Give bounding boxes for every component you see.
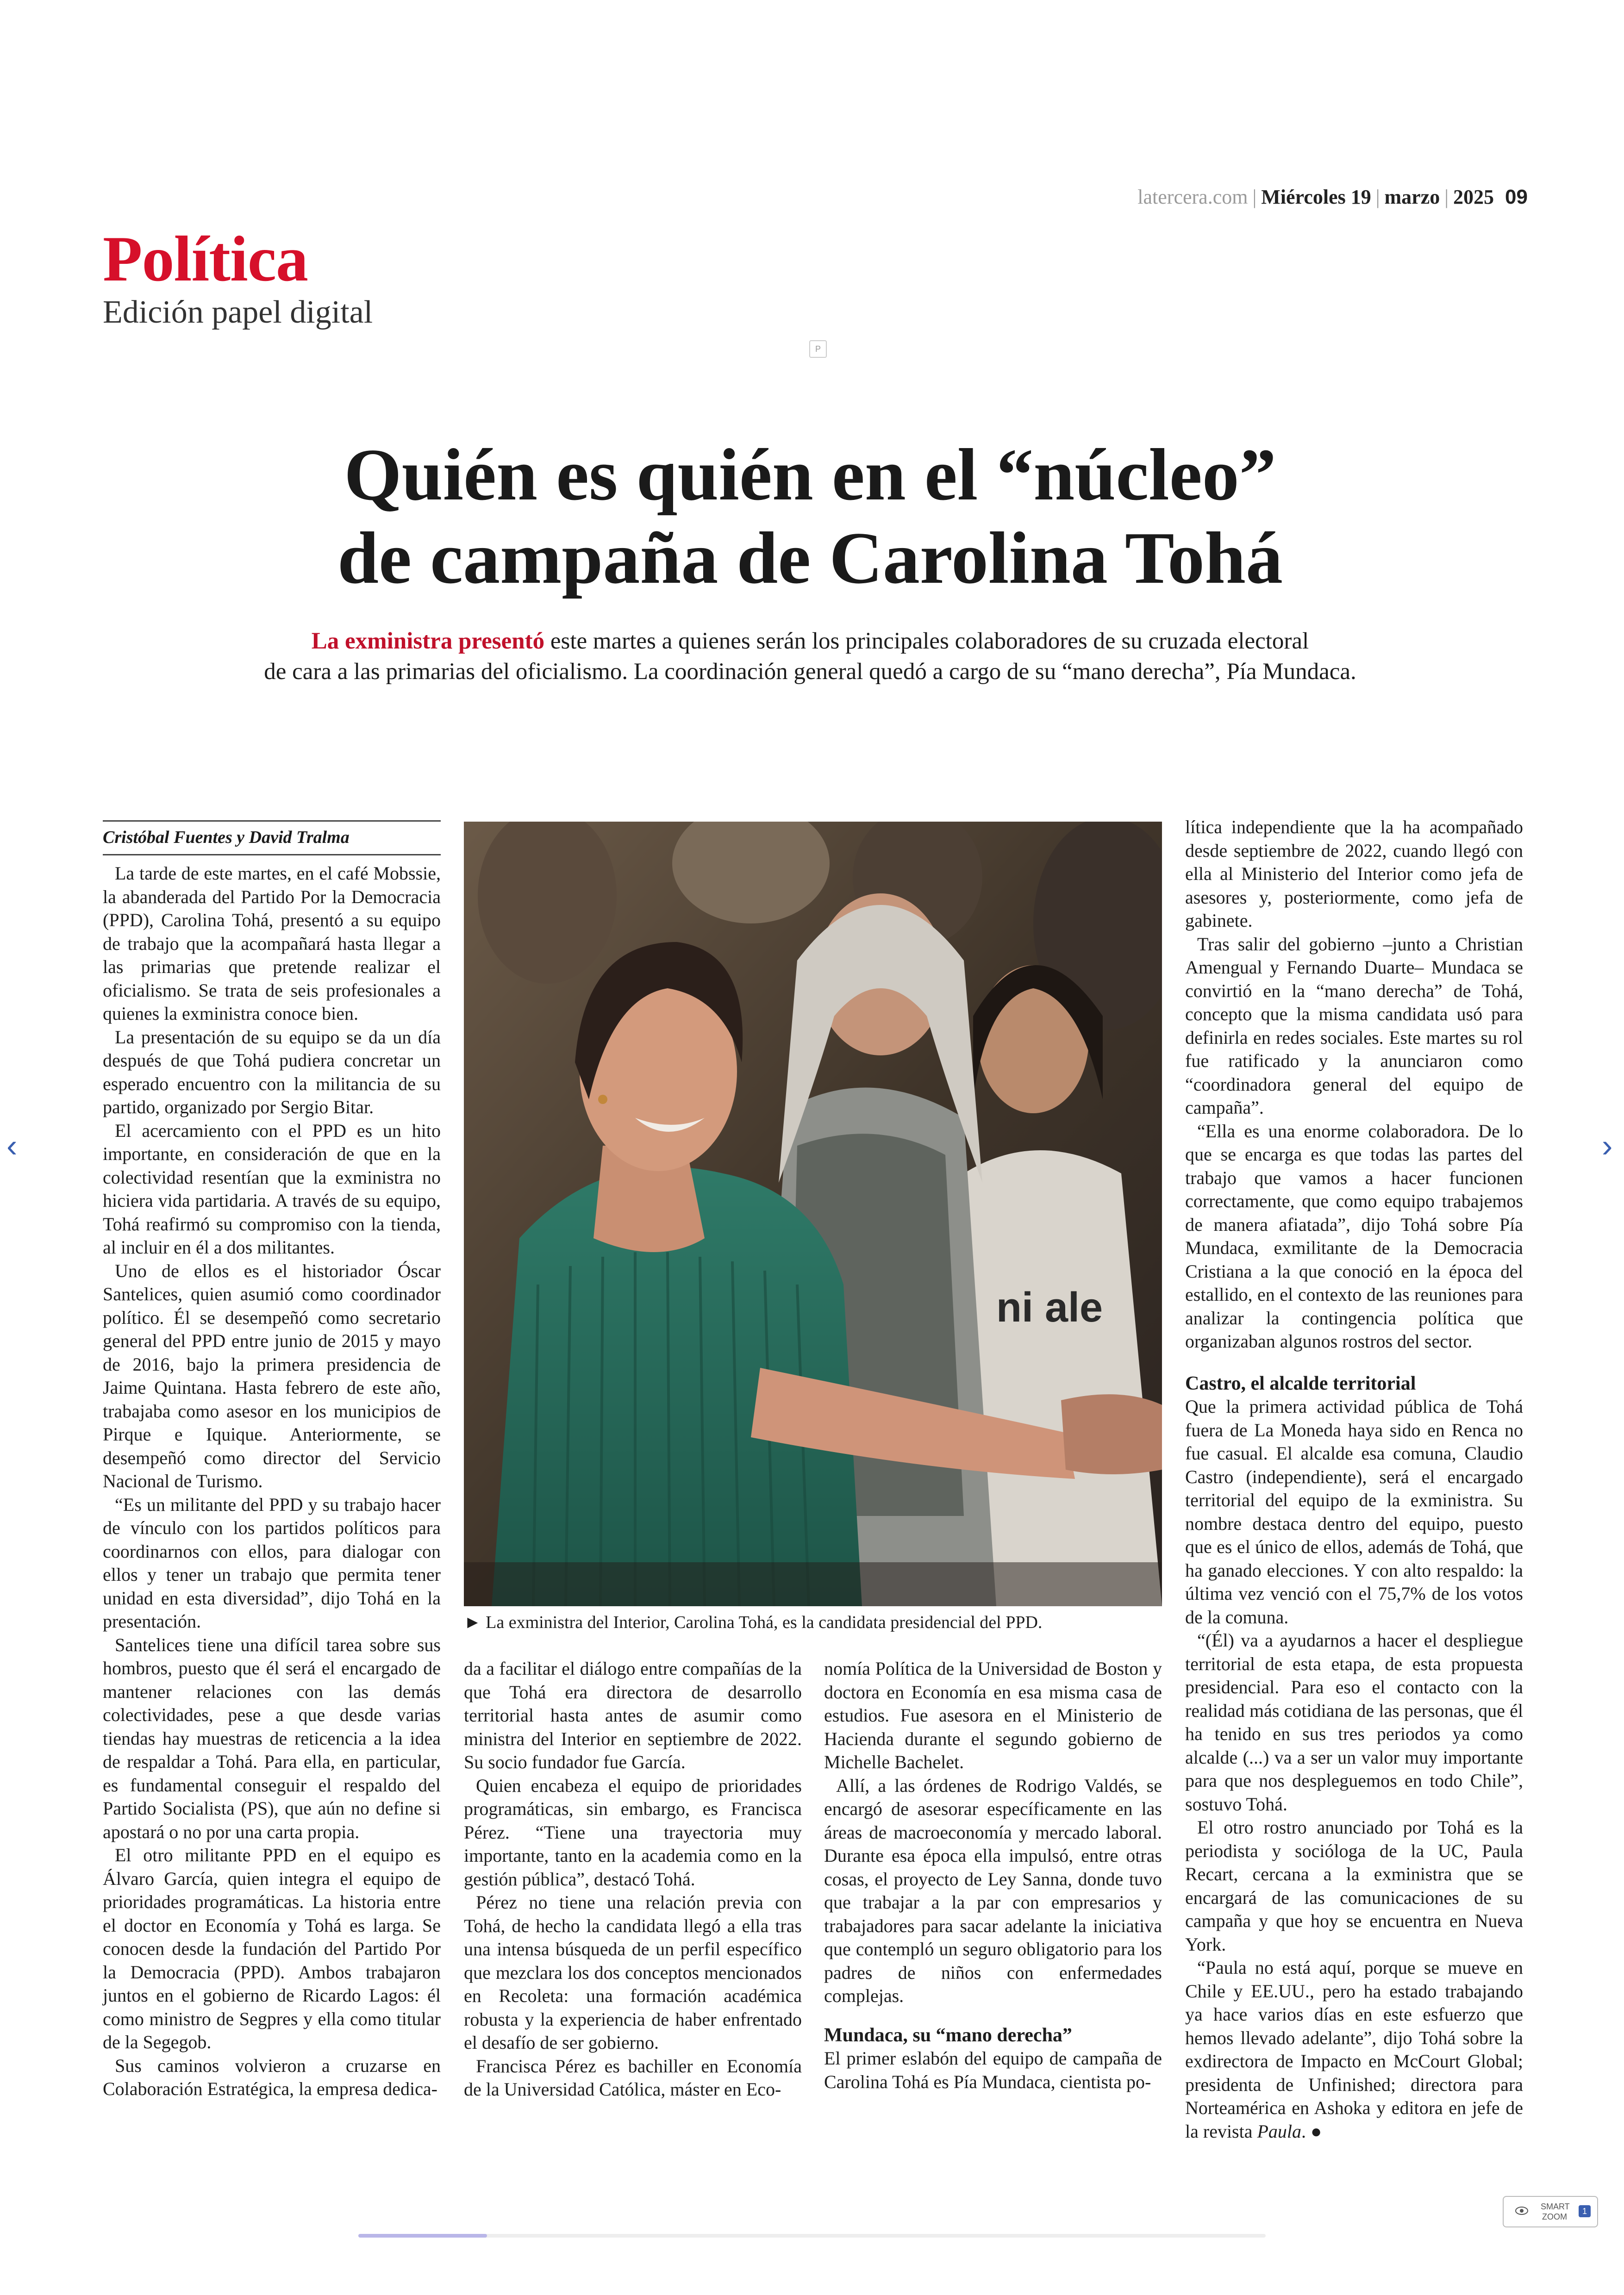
article-photo [464,822,1162,1606]
paragraph: “(Él) va a ayudarnos a hacer el despliegue territorial de esta etapa, de esta propuesta presidencial. Para eso el contacto con la realidad más cotidiana de las personas, que él ha tenido en sus tres periodos ya como alcalde (...) va a ser un valor muy importante para que nos despleguemos en todo Chile”, sostuvo Tohá. [1185,1630,1523,1815]
shirt-print: ni ale [996,1285,1103,1331]
paragraph: El otro rostro anunciado por Tohá es la periodista y socióloga de la UC, Paula Recart, cercana a la exministra que se encargará de las comunicaciones de su campaña y que hoy se encuentra en Nueva York. [1185,1817,1523,1955]
lead-line-2: de cara a las primarias del oficialismo. La coordinación general quedó a cargo de su “mano derecha”, Pía Mundaca. [264,659,1356,685]
date-month: marzo [1384,186,1440,208]
last-paragraph-text: “Paula no está aquí, porque se mueve en Chile y EE.UU., pero ha estado trabajando ya hace varios días en este esfuerzo que hemos llevado adelante”, dijo Tohá sobre la exdirectora de Impacto en McCourt Global; presidenta de Unfinished; directora para Norteamérica en Ashoka y editora en jefe de la revista [1185,1957,1523,2142]
next-page-button[interactable]: › [1602,1128,1613,1164]
paragraph: La presentación de su equipo se da un día después de que Tohá pudiera concretar un esperado encuentro con la militancia de su partido, organizado por Sergio Bitar. [103,1026,441,1117]
paragraph: La tarde de este martes, en el café Mobssie, la abanderada del Partido Por la Democracia (PPD), Carolina Tohá, presentó a su equipo de trabajo que la acompañará hasta llegar a las primarias que pretende realizar el oficialismo. Se trata de seis profesionales a quienes la exministra conoce bien. [103,863,441,1024]
column-1 [103,862,441,2101]
paragraph: “Es un militante del PPD y su trabajo hacer de vínculo con los partidos políticos para coordinarnos con ellos, para dialogar con ellos y tener un trabajo que permita tener unidad en esta diversidad”, dijo Tohá en la presentación. [103,1494,441,1632]
paragraph: Que la primera actividad pública de Tohá fuera de La Moneda haya sido en Renca no fue casual. El alcalde esa comuna, Claudio Castro (independiente), será el encargado territorial del equipo de la exministra. Su nombre destaca dentro del equipo, puesto que es el único de ellos, además de Tohá, que ha ganado elecciones. Y con alto respaldo: la última vez venció con el 75,7% de los votos de la comuna. [1185,1396,1523,1628]
paragraph: Pérez no tiene una relación previa con Tohá, de hecho la candidata llegó a ella tras una intensa búsqueda de un perfil específico que mezclara los dos conceptos mencionados en Recoleta: una formación académica robusta y la experiencia de haber enfrentado el desafío de ser gobierno. [464,1892,802,2053]
column-2 [464,1657,802,2102]
lead-line-1: este martes a quienes serán los principales colaboradores de su cruzada electoral [544,628,1309,654]
column-4 [1185,816,1523,2143]
paragraph: da a facilitar el diálogo entre compañías de la que Tohá era directora de desarrollo territorial hasta antes de asumir como ministra del Interior en septiembre de 2022. Su socio fundador fue García. [464,1658,802,1772]
headline-line-1: Quién es quién en el “núcleo” [344,433,1276,516]
section-title: Política [103,223,308,295]
lead-paragraph [134,626,1486,687]
paragraph: Quien encabeza el equipo de prioridades programáticas, sin embargo, es Francisca Pérez. “Tiene una trayectoria muy importante, tanto en la academia como en la gestión pública”, destacó Tohá. [464,1775,802,1890]
page-count-badge: 1 [1579,2205,1591,2217]
paragraph [1185,1956,1523,2143]
paragraph: Francisca Pérez es bachiller en Economía de la Universidad Católica, máster en Eco- [464,2055,802,2100]
section-subtitle: Edición papel digital [103,294,373,330]
prev-page-button[interactable]: ‹ [6,1128,18,1164]
page-scrollbar[interactable] [358,2234,1266,2238]
paragraph: El otro militante PPD en el equipo es Álvaro García, quien integra el equipo de prioridades programáticas. La historia entre el doctor en Economía y Tohá es larga. Se conocen desde la fundación del Partido Por la Democracia (PPD). Ambos trabajaron juntos en el gobierno de Ricardo Lagos: él como ministro de Segpres y ella como titular de la Segegob. [103,1845,441,2052]
eye-icon [1515,2206,1529,2215]
subhead-mundaca: Mundaca, su “mano derecha” [824,2024,1072,2046]
magazine-name: Paula [1257,2120,1302,2142]
photo-caption [464,1611,1162,1634]
masthead: latercera.com | Miércoles 19 | marzo | 2025 09 [1137,186,1528,208]
caption-marker-icon: ► [464,1613,481,1632]
headline [185,433,1435,599]
smart-zoom-button[interactable] [1503,2196,1598,2227]
date-year: 2025 [1453,186,1494,208]
site-name[interactable]: latercera.com [1137,186,1248,208]
paragraph: Sus caminos volvieron a cruzarse en Colaboración Estratégica, la empresa dedica- [103,2055,441,2099]
paragraph: nomía Política de la Universidad de Boston y doctora en Economía en esa misma casa de estudios. Fue asesora en el Ministerio de Hacienda durante el segundo gobierno de Michelle Bachelet. [824,1658,1162,1772]
paragraph: El acercamiento con el PPD es un hito importante, en consideración de que en la colectividad resentían que la exministra no hiciera vida partidaria. A través de su equipo, Tohá reafirmó su compromiso con la tienda, al incluir en él a dos militantes. [103,1120,441,1258]
subhead-castro: Castro, el alcalde territorial [1185,1372,1416,1394]
lead-highlight: La exministra presentó [311,628,545,654]
paragraph: Uno de ellos es el historiador Óscar Santelices, quien asumió como coordinador político. Él se desempeñó como secretario general del PPD entre junio de 2015 y mayo de 2016, bajo la primera presidencia de Jaime Quintana. Hasta febrero de este año, trabajaba como asesor en los municipios de Pirque e Iquique. Anteriormente, se desempeñó como director del Servicio Nacional de Turismo. [103,1260,441,1491]
headline-line-2: de campaña de Carolina Tohá [337,517,1283,599]
paragraph: El primer eslabón del equipo de campaña de Carolina Tohá es Pía Mundaca, cientista po- [824,2048,1162,2092]
column-3 [824,1657,1162,2094]
paragraph: “Ella es una enorme colaboradora. De lo que se encarga es que todas las partes del trabajo que vamos a hacer funcionen correctamente, que como equipo trabajemos de manera afiatada”, dijo Tohá sobre Pía Mundaca, exmilitante de la Democracia Cristiana a la que conoció en la época del estallido, en el contexto de las reuniones para analizar la contingencia política que organizaban algunos rostros del sector. [1185,1120,1523,1352]
paragraph: lítica independiente que la ha acompañado desde septiembre de 2022, cuando llegó con ella al Ministerio del Interior como jefa de asesores y, posteriormente, como jefa de gabinete. [1185,817,1523,931]
page-marker-icon: P [809,340,827,358]
smart-zoom-label: SMART ZOOM [1541,2202,1570,2221]
paragraph: Tras salir del gobierno –junto a Christian Amengual y Fernando Duarte– Mundaca se convirtió en la “mano derecha” de Tohá, concepto que la misma candidata usó para definirla en redes sociales. Este martes su rol fue ratificado y la anunciaron como “coordinadora general del equipo de campaña”. [1185,933,1523,1118]
paragraph: Santelices tiene una difícil tarea sobre sus hombros, puesto que él será el encargado de mantener relaciones con las demás colectividades, pese a que desde varias tiendas hay muestras de reticencia a la idea de respaldar a Tohá. Para ella, en particular, es fundamental conseguir el respaldo del Partido Socialista (PS), que aún no define si apostará o no por una carta propia. [103,1634,441,1842]
caption-text: La exministra del Interior, Carolina Tohá, es la candidata presidencial del PPD. [486,1613,1043,1632]
page-scrollbar-thumb[interactable] [358,2234,487,2238]
paragraph: Allí, a las órdenes de Rodrigo Valdés, se encargó de asesorar específicamente en las áreas de macroeconomía y mercado laboral. Durante esa época ella impulsó, entre otras cosas, el proyecto de Ley Sanna, donde tuvo que trabajar a la par con empresarios y trabajadores para sacar adelante la iniciativa que contempló un seguro obligatorio para los padres de niños con enfermedades complejas. [824,1775,1162,2006]
date-day: Miércoles 19 [1261,186,1371,208]
end-mark: . ● [1301,2120,1322,2142]
byline: Cristóbal Fuentes y David Tralma [103,820,441,855]
page-number: 09 [1505,186,1528,208]
photo-illustration [464,822,1162,1606]
